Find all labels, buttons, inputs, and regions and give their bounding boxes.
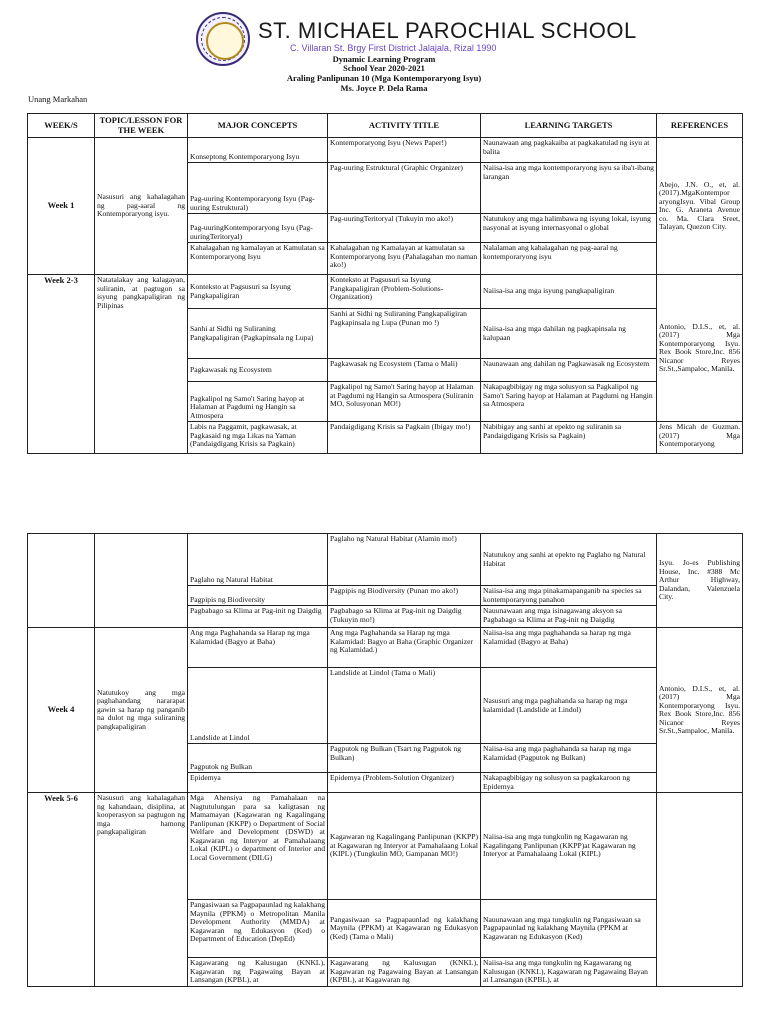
table-row xyxy=(28,628,743,668)
concept-cell: Konseptong Kontemporaryong Isyu xyxy=(188,138,328,163)
activity-cell: Pagkalipol ng Samo't Saring hayop at Halaman at Pagdumi ng Hangin sa Atmospera (Suliranin MO, Solusyonan MO!) xyxy=(328,382,481,422)
activity-cell: Pagpipis ng Biodiversity (Punan mo ako!) xyxy=(328,586,481,606)
activity-cell: Ang mga Paghahanda sa Harap ng mga Kalamidad: Bagyo at Baha (Graphic Organizer ng Kalamidad.) xyxy=(328,628,481,668)
learning-plan-table-1 xyxy=(27,113,743,454)
table-header-row xyxy=(28,114,743,138)
target-cell: Nakapagbibigay ng mga solusyon sa Pagkalipol ng Samo't Saring hayop at Halaman at Pagdumi ng Hangin sa Atmospera xyxy=(481,382,657,422)
topic-cell: Natatalakay ang kalagayan, suliranin, at pagtugon sa isyung pangkapaligiran ng Pilipinas xyxy=(95,275,188,454)
activity-cell: Kahalagahan ng Kamalayan at kamulatan sa Kontemporaryong Isyu (Pahalagahan mo naman ako!) xyxy=(328,243,481,275)
concept-cell: Mga Ahensiya ng Pamahalaan na Nagtutulungan para sa kaligtasan ng Mamamayan (Kagawaran ng Kagalingang Panlipunan (KKPP) o Department of Social Welfare and Development (DSWD) at Kagawaran ng Interyor at Pamahalaang Lokal (KIPL) o department of Interior and Local Government (DILG) xyxy=(188,793,328,900)
program-title: Dynamic Learning Program xyxy=(332,54,436,64)
activity-cell: Landslide at Lindol (Tama o Mali) xyxy=(328,668,481,744)
concept-cell: Sanhi at Sidhi ng Suliraning Pangkapaligiran (Pagkapinsala ng Lupa) xyxy=(188,309,328,359)
concept-cell: Epidemya xyxy=(188,773,328,793)
concept-cell: Pagbabago sa Klima at Pag-init ng Daigdig xyxy=(188,606,328,628)
activity-cell: Kontemporaryong Isyu (News Paper!) xyxy=(328,138,481,163)
target-cell: Naiisa-isa ang mga kontemporaryong isyu sa iba't-ibang larangan xyxy=(481,163,657,214)
target-cell: Naiisa-isa ang mga paghahanda sa harap ng mga Kalamidad (Pagputok ng Bulkan) xyxy=(481,744,657,773)
target-cell: Nalalaman ang kahalagahan ng pag-aaral ng kontemporaryong isyu xyxy=(481,243,657,275)
concept-cell: Landslide at Lindol xyxy=(188,668,328,744)
concept-cell: Pagpipis ng Biodiversity xyxy=(188,586,328,606)
topic-cell-empty xyxy=(95,534,188,628)
target-cell: Naiisa-isa ang mga pinakamapanganib na species sa kontemporaryong panahon xyxy=(481,586,657,606)
table-row xyxy=(28,793,743,900)
week-cell: Week 2-3 xyxy=(28,275,95,454)
school-name: ST. MICHAEL PAROCHIAL SCHOOL xyxy=(258,18,637,43)
activity-cell: Paglaho ng Natural Habitat (Alamin mo!) xyxy=(328,534,481,586)
target-cell: Naiisa-isa ang mga paghahanda sa harap ng mga Kalamidad (Bagyo at Baha) xyxy=(481,628,657,668)
week-cell: Week 4 xyxy=(28,628,95,793)
concept-cell: Ang mga Paghahanda sa Harap ng mga Kalamidad (Bagyo at Baha) xyxy=(188,628,328,668)
reference-cell-empty xyxy=(657,793,743,987)
concept-cell: Pangasiwaan sa Pagpapaunlad ng kalakhang Maynila (PPKM) o Metropolitan Manila Development Authority (MMDA) at Kagawaran ng Edukasyon (Ked) o Department of Education (DepEd) xyxy=(188,900,328,958)
target-cell: Nauunawaan ang mga isinagawang aksyon sa Pagbabago sa Klima at Pag-init ng Daigdig xyxy=(481,606,657,628)
header-weeks: WEEK/S xyxy=(28,114,95,138)
school-year: School Year 2020-2021 xyxy=(343,63,425,73)
target-cell: Naunawaan ang pagkakaiba at pagkakatulad ng isyu at balita xyxy=(481,138,657,163)
concept-cell: Pagkalipol ng Samo't Saring hayop at Halaman at Pagdumi ng Hangin sa Atmospera xyxy=(188,382,328,422)
activity-cell: Pagkawasak ng Ecosystem (Tama o Mali) xyxy=(328,359,481,382)
teacher-name: Ms. Joyce P. Dela Rama xyxy=(340,83,428,93)
concept-cell: Kahalagahan ng kamalayan at Kamulatan sa Kontemporaryong Isyu xyxy=(188,243,328,275)
reference-cell: Antonio, D.I.S., et, al. (2017) Mga Kontemporaryong Isyu. Rex Book Store,Inc. 856 Nicanor Reyes Sr.St.,Sampaloc, Manila. xyxy=(657,628,743,793)
concept-cell: Paglaho ng Natural Habitat xyxy=(188,534,328,586)
target-cell: Naiisa-isa ang mga dahilan ng pagkapinsala ng kalupaan xyxy=(481,309,657,359)
activity-cell: Kagawarang ng Kalusugan (KNKL), Kagawaran ng Pagawaing Bayan at Lansangan (KPBL), at Kagawaran ng xyxy=(328,958,481,987)
activity-cell: Kagawaran ng Kagalingang Panlipunan (KKPP) at Kagawaran ng Interyor at Pamahalaang Lokal (KIPL) (Tungkulin MO, Gampanan MO!) xyxy=(328,793,481,900)
learning-plan-table-2 xyxy=(27,533,743,987)
quarter-label: Unang Markahan xyxy=(28,94,88,104)
week-cell: Week 1 xyxy=(28,138,95,275)
reference-cell: Antonio, D.I.S., et, al. (2017) Mga Kontemporaryong Isyu. Rex Book Store,Inc. 856 Nicanor Reyes Sr.St.,Sampaloc, Manila. xyxy=(657,275,743,422)
header-references: REFERENCES xyxy=(657,114,743,138)
activity-cell: Pandaigdigang Krisis sa Pagkain (Ibigay mo!) xyxy=(328,422,481,454)
topic-cell: Nasusuri ang kahalagahan ng pag-aaral ng Kontemporaryong isyu. xyxy=(95,138,188,275)
reference-cell: Abejo, J.N. O., et, al. (2017).MgaKontempor aryongIsyu. Vibal Group Inc. G. Araneta Avenue co. Ma. Clara Sreet, Talayan, Quezon City. xyxy=(657,138,743,275)
activity-cell: Konteksto at Pagsusuri sa Isyung Pangkapaligiran (Problem-Solutions-Organization) xyxy=(328,275,481,309)
activity-cell: Pangasiwaan sa Pagpapaunlad ng kalakhang Maynila (PPKM) at Kagawaran ng Edukasyon (Ked) (Tama o Mali) xyxy=(328,900,481,958)
header-major-concepts: MAJOR CONCEPTS xyxy=(188,114,328,138)
table-row xyxy=(28,534,743,586)
activity-cell: Sanhi at Sidhi ng Suliraning Pangkapaligiran Pagkapinsala ng Lupa (Punan mo !) xyxy=(328,309,481,359)
header-learning-targets: LEARNING TARGETS xyxy=(481,114,657,138)
target-cell: Naiisa-isa ang mga isyung pangkapaligiran xyxy=(481,275,657,309)
header-activity-title: ACTIVITY TITLE xyxy=(328,114,481,138)
concept-cell: Pagputok ng Bulkan xyxy=(188,744,328,773)
table-row xyxy=(28,275,743,309)
subject-title: Araling Panlipunan 10 (Mga Kontemporaryong Isyu) xyxy=(286,73,482,83)
target-cell: Natutukoy ang mga halimbawa ng isyung lokal, isyung nasyonal at isyung internasyonal o global xyxy=(481,214,657,243)
activity-cell: Pag-uuring Estruktural (Graphic Organizer) xyxy=(328,163,481,214)
school-address: C. Villaran St. Brgy First District Jalajala, Rizal 1990 xyxy=(290,43,497,53)
reference-cell: Isyu. Jo-es Publishing House, Inc. #388 Mc Arthur Highway, Dalandan, Valenzuela City. xyxy=(657,534,743,628)
target-cell: Nabibigay ang sanhi at epekto ng suliranin sa Pandaigdigang Krisis sa Pagkain) xyxy=(481,422,657,454)
target-cell: Nakapagbibigay ng solusyon sa pagkakaroon ng Epidemya xyxy=(481,773,657,793)
target-cell: Naiisa-isa ang mga tungkulin ng Kagawaran ng Kagalingang Panlipunan (KKPP)at Kagawaran ng Interyor at Pamahalaang Lokal (KIPL) xyxy=(481,793,657,900)
header-topic: TOPIC/LESSON FOR THE WEEK xyxy=(95,114,188,138)
concept-cell: Pag-uuring Kontemporaryong Isyu (Pag-uuring Estruktural) xyxy=(188,163,328,214)
concept-cell: Pagkawasak ng Ecosystem xyxy=(188,359,328,382)
target-cell: Naunawaan ang dahilan ng Pagkawasak ng Ecosystem xyxy=(481,359,657,382)
week-cell-empty xyxy=(28,534,95,628)
table-row xyxy=(28,138,743,163)
reference-cell: Jens Micah de Guzman. (2017) Mga Kontemporaryong xyxy=(657,422,743,454)
topic-cell: Nasusuri ang kahalagahan ng kahandaan, disiplina, at kooperasyon sa pagtugon ng mga hamong pangkapaligiran xyxy=(95,793,188,987)
activity-cell: Pagbabago sa Klima at Pag-init ng Daigdig (Tukuyin mo!) xyxy=(328,606,481,628)
target-cell: Nauunawaan ang mga tungkulin ng Pangasiwaan sa Pagpapaunlad ng kalakhang Maynila (PPKM at Kagawaran ng Edukasyon (Ked) xyxy=(481,900,657,958)
concept-cell: Kagawarang ng Kalusugan (KNKL), Kagawaran ng Pagawaing Bayan at Lansangan (KPBL), at xyxy=(188,958,328,987)
activity-cell: Pagputok ng Bulkan (Tsart ng Pagputok ng Bulkan) xyxy=(328,744,481,773)
target-cell: Naiisa-isa ang mga tungkulin ng Kagawarang ng Kalusugan (KNKL), Kagawaran ng Pagawaing Bayan at Lansangan (KPBL), at xyxy=(481,958,657,987)
page-header xyxy=(0,0,768,110)
activity-cell: Pag-uuringTeritoryal (Tukuyin mo ako!) xyxy=(328,214,481,243)
week-cell: Week 5-6 xyxy=(28,793,95,987)
concept-cell: Labis na Paggamit, pagkawasak, at Pagkasaid ng mga Likas na Yaman (Pandaigdigang Krisis sa Pagkain) xyxy=(188,422,328,454)
concept-cell: Pag-uuringKontemporaryong Isyu (Pag-uuringTeritoryal) xyxy=(188,214,328,243)
topic-cell: Natutukoy ang mga paghahandang nararapat gawin sa harap ng panganib na dulot ng mga suliraning pangkapaligiran xyxy=(95,628,188,793)
activity-cell: Epidemya (Problem-Solution Organizer) xyxy=(328,773,481,793)
target-cell: Nasusuri ang mga paghahanda sa harap ng mga kalamidad (Landslide at Lindol) xyxy=(481,668,657,744)
concept-cell: Konteksto at Pagsusuri sa Isyung Pangkapaligiran xyxy=(188,275,328,309)
target-cell: Natutukoy ang sanhi at epekto ng Paglaho ng Natural Habitat xyxy=(481,534,657,586)
